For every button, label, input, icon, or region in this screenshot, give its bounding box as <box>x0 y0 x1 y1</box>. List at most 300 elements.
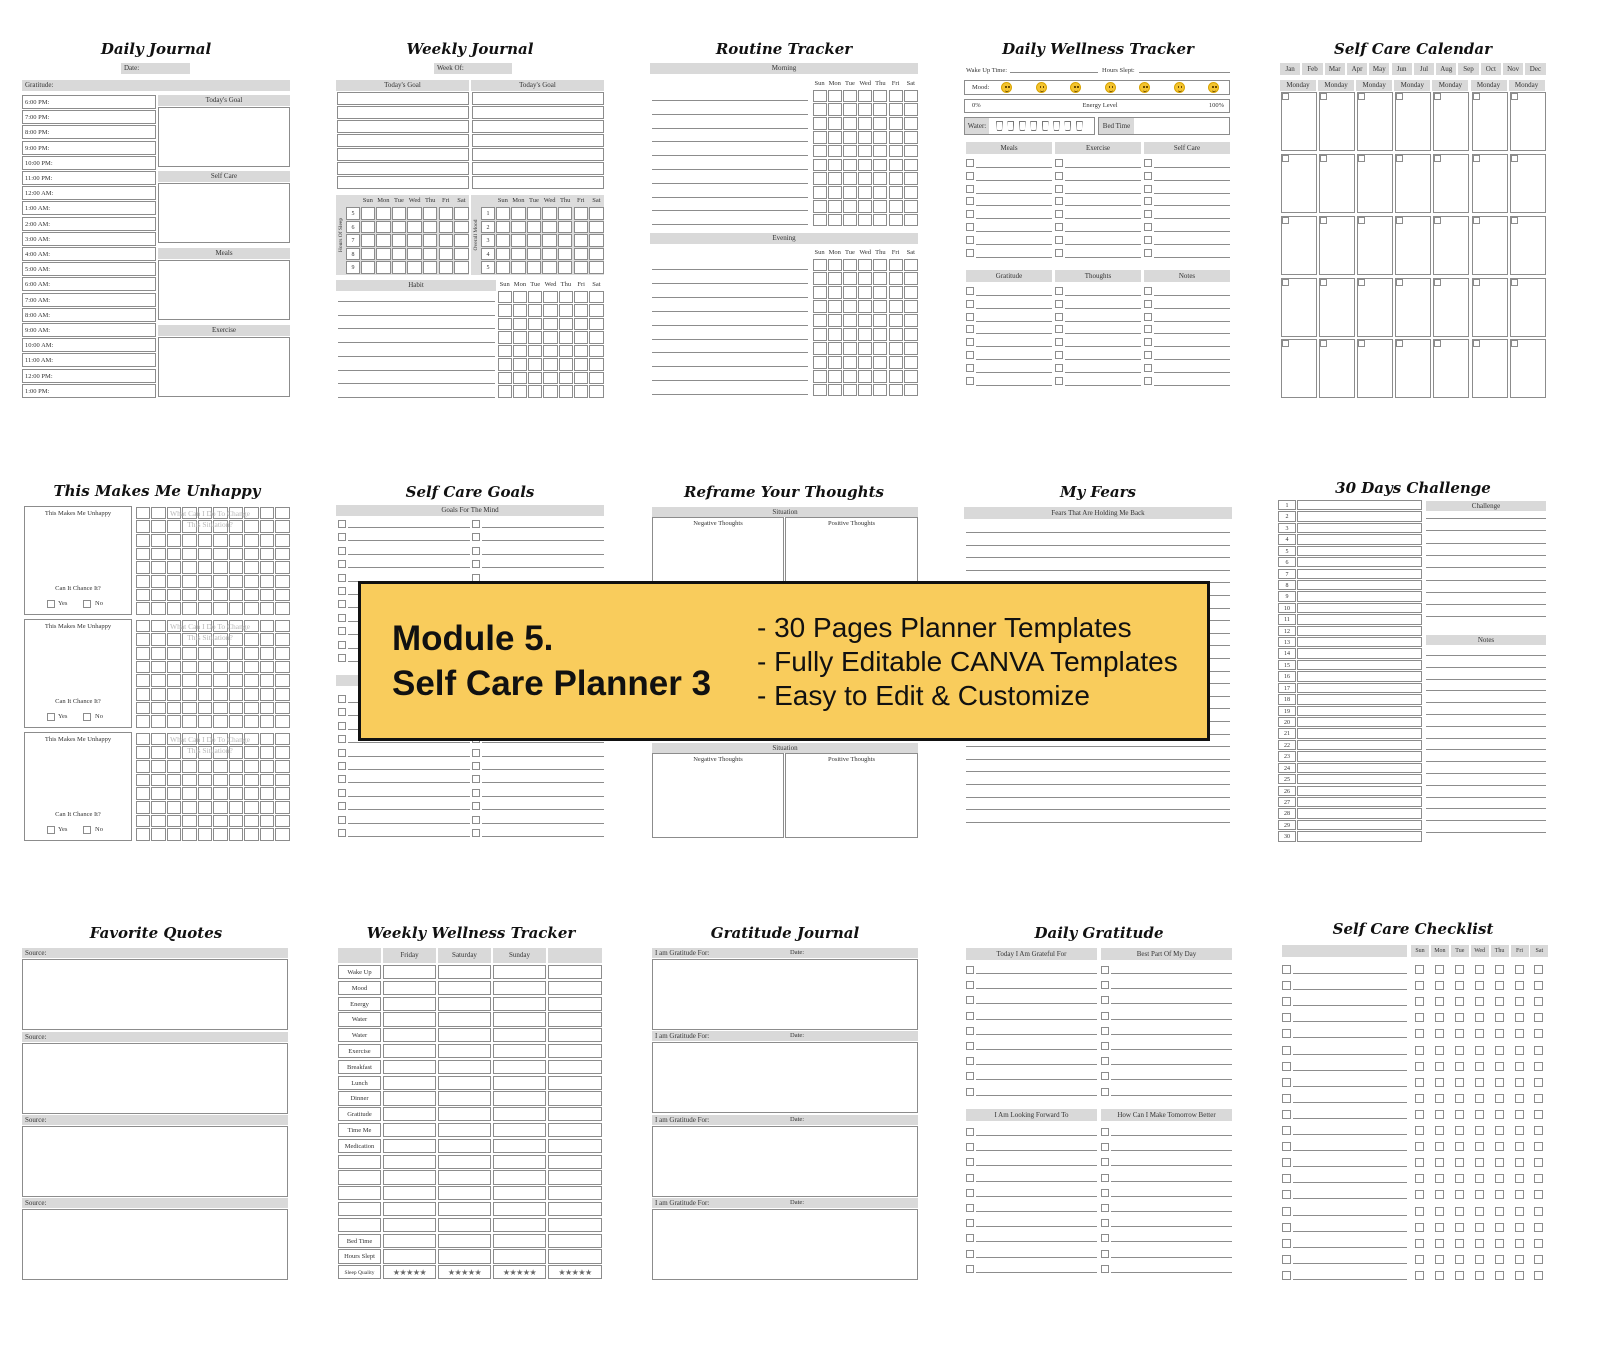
tracker-cell[interactable] <box>493 981 546 995</box>
tracker-cell[interactable] <box>493 997 546 1011</box>
checkbox[interactable] <box>1475 1078 1484 1087</box>
tracker-cell[interactable] <box>548 1218 602 1232</box>
grid-cell[interactable] <box>813 356 827 369</box>
star-rating[interactable]: ★★★★★ <box>383 1265 436 1279</box>
grid-cell[interactable] <box>828 117 842 130</box>
checkbox[interactable] <box>1475 1062 1484 1071</box>
checkbox[interactable] <box>472 749 480 757</box>
goal-line[interactable] <box>472 134 604 147</box>
grid-cell[interactable] <box>873 90 887 103</box>
grid-cell[interactable] <box>889 131 903 144</box>
grid-cell[interactable] <box>843 214 857 227</box>
write-line[interactable] <box>1426 808 1546 809</box>
write-line[interactable] <box>652 283 808 284</box>
grid-cell[interactable] <box>407 207 422 220</box>
write-line[interactable] <box>1426 749 1546 750</box>
emoji-smiling-icon[interactable] <box>1070 82 1081 93</box>
grid-cell[interactable] <box>889 259 903 272</box>
checkbox[interactable] <box>338 614 346 622</box>
grid-cell[interactable] <box>889 90 903 103</box>
challenge-line[interactable] <box>1297 523 1422 533</box>
checkbox[interactable] <box>1282 1239 1291 1248</box>
checkbox[interactable] <box>1473 279 1480 286</box>
gratitude-box[interactable] <box>652 1042 918 1113</box>
checkbox[interactable] <box>1495 981 1504 990</box>
grid-cell[interactable] <box>511 234 526 247</box>
checkbox[interactable] <box>47 600 55 608</box>
grid-cell[interactable] <box>843 131 857 144</box>
grid-cell[interactable] <box>813 384 827 397</box>
grid-cell[interactable] <box>136 647 151 660</box>
grid-cell[interactable] <box>213 688 228 701</box>
grid-cell[interactable] <box>889 159 903 172</box>
grid-cell[interactable] <box>843 286 857 299</box>
write-line[interactable] <box>976 295 1052 296</box>
checkbox[interactable] <box>1434 155 1441 162</box>
day-box[interactable] <box>1395 339 1431 398</box>
write-line[interactable] <box>1111 1079 1232 1080</box>
grid-cell[interactable] <box>229 801 244 814</box>
write-line[interactable] <box>1154 385 1230 386</box>
grid-cell[interactable] <box>904 356 918 369</box>
write-line[interactable] <box>966 771 1230 772</box>
tracker-cell[interactable] <box>438 981 491 995</box>
tracker-cell[interactable] <box>548 1091 602 1105</box>
grid-cell[interactable] <box>198 575 213 588</box>
grid-cell[interactable] <box>151 774 166 787</box>
write-line[interactable] <box>1154 231 1230 232</box>
write-line[interactable] <box>348 527 470 528</box>
grid-cell[interactable] <box>167 787 182 800</box>
unhappy-box[interactable] <box>24 619 132 728</box>
grid-cell[interactable] <box>229 828 244 841</box>
checkbox[interactable] <box>1101 1234 1109 1242</box>
write-line[interactable] <box>338 301 495 302</box>
grid-cell[interactable] <box>213 815 228 828</box>
checkbox[interactable] <box>1282 981 1291 990</box>
tracker-cell[interactable] <box>383 1249 436 1263</box>
checkbox[interactable] <box>1435 1158 1444 1167</box>
grid-cell[interactable] <box>558 261 573 274</box>
quote-box[interactable] <box>22 1209 288 1280</box>
tracker-cell[interactable] <box>383 997 436 1011</box>
day-box[interactable] <box>1319 92 1355 151</box>
write-line[interactable] <box>976 193 1052 194</box>
goal-line[interactable] <box>472 106 604 119</box>
checkbox[interactable] <box>472 829 480 837</box>
grid-cell[interactable] <box>574 358 588 371</box>
tracker-cell[interactable] <box>383 1091 436 1105</box>
checkbox[interactable] <box>1534 1207 1543 1216</box>
grid-cell[interactable] <box>229 715 244 728</box>
month-tab[interactable]: Sep <box>1458 63 1478 75</box>
grid-cell[interactable] <box>813 272 827 285</box>
grid-cell[interactable] <box>559 372 573 385</box>
water-cup-icon[interactable] <box>996 121 1003 131</box>
checkbox[interactable] <box>1101 1042 1109 1050</box>
grid-cell[interactable] <box>813 214 827 227</box>
grid-cell[interactable] <box>528 291 542 304</box>
grid-cell[interactable] <box>843 328 857 341</box>
write-line[interactable] <box>1065 359 1141 360</box>
grid-cell[interactable] <box>889 103 903 116</box>
grid-cell[interactable] <box>275 548 290 561</box>
grid-cell[interactable] <box>496 207 511 220</box>
write-line[interactable] <box>652 100 808 101</box>
day-box[interactable] <box>1395 154 1431 213</box>
grid-cell[interactable] <box>496 234 511 247</box>
write-line[interactable] <box>976 359 1052 360</box>
time-slot[interactable]: 10:00 AM: <box>22 338 156 352</box>
grid-cell[interactable] <box>889 384 903 397</box>
grid-cell[interactable] <box>229 561 244 574</box>
grid-cell[interactable] <box>843 186 857 199</box>
checkbox[interactable] <box>1534 1255 1543 1264</box>
write-line[interactable] <box>1293 989 1407 990</box>
write-line[interactable] <box>652 297 808 298</box>
write-line[interactable] <box>338 370 495 371</box>
tracker-cell[interactable] <box>493 965 546 979</box>
grid-cell[interactable] <box>167 589 182 602</box>
write-line[interactable] <box>1111 1241 1232 1242</box>
checkbox[interactable] <box>1495 1062 1504 1071</box>
write-line[interactable] <box>976 1034 1097 1035</box>
checkbox[interactable] <box>966 1128 974 1136</box>
day-box[interactable] <box>1395 216 1431 275</box>
grid-cell[interactable] <box>136 661 151 674</box>
checkbox[interactable] <box>966 981 974 989</box>
write-line[interactable] <box>1154 333 1230 334</box>
grid-cell[interactable] <box>528 358 542 371</box>
write-line[interactable] <box>1111 1034 1232 1035</box>
checkbox[interactable] <box>1415 1062 1424 1071</box>
month-tab[interactable]: Feb <box>1302 63 1322 75</box>
grid-cell[interactable] <box>889 328 903 341</box>
challenge-line[interactable] <box>1297 569 1422 579</box>
grid-cell[interactable] <box>198 602 213 615</box>
grid-cell[interactable] <box>167 575 182 588</box>
write-line[interactable] <box>338 315 495 316</box>
grid-cell[interactable] <box>167 774 182 787</box>
checkbox[interactable] <box>338 574 346 582</box>
grid-cell[interactable] <box>813 342 827 355</box>
grid-cell[interactable] <box>498 345 512 358</box>
day-box[interactable] <box>1472 154 1508 213</box>
write-line[interactable] <box>652 325 808 326</box>
day-box[interactable] <box>1433 216 1469 275</box>
write-line[interactable] <box>1426 530 1546 531</box>
grid-cell[interactable] <box>167 647 182 660</box>
challenge-line[interactable] <box>1297 614 1422 624</box>
checkbox[interactable] <box>1515 1223 1524 1232</box>
checkbox[interactable] <box>1282 1207 1291 1216</box>
checkbox[interactable] <box>966 364 974 372</box>
checkbox[interactable] <box>966 1265 974 1273</box>
write-line[interactable] <box>1111 1064 1232 1065</box>
write-line[interactable] <box>976 205 1052 206</box>
grid-cell[interactable] <box>376 234 391 247</box>
checkbox[interactable] <box>1511 279 1518 286</box>
day-box[interactable] <box>1510 92 1546 151</box>
grid-cell[interactable] <box>889 214 903 227</box>
grid-cell[interactable] <box>828 259 842 272</box>
grid-cell[interactable] <box>574 331 588 344</box>
challenge-line[interactable] <box>1297 671 1422 681</box>
checkbox[interactable] <box>1455 1078 1464 1087</box>
checkbox[interactable] <box>1282 1158 1291 1167</box>
write-line[interactable] <box>976 1019 1097 1020</box>
grid-cell[interactable] <box>889 117 903 130</box>
grid-cell[interactable] <box>873 342 887 355</box>
grid-cell[interactable] <box>828 131 842 144</box>
checkbox[interactable] <box>1455 1062 1464 1071</box>
tracker-cell[interactable] <box>438 1012 491 1026</box>
write-line[interactable] <box>1111 1181 1232 1182</box>
checkbox[interactable] <box>966 300 974 308</box>
checkbox[interactable] <box>1282 93 1289 100</box>
grid-cell[interactable] <box>858 131 872 144</box>
day-box[interactable] <box>1357 216 1393 275</box>
write-line[interactable] <box>348 554 470 555</box>
checkbox[interactable] <box>472 520 480 528</box>
checkbox[interactable] <box>1455 1110 1464 1119</box>
checkbox[interactable] <box>1534 997 1543 1006</box>
grid-cell[interactable] <box>423 221 438 234</box>
checkbox[interactable] <box>966 966 974 974</box>
grid-cell[interactable] <box>392 207 407 220</box>
tracker-cell[interactable] <box>383 1155 436 1169</box>
write-line[interactable] <box>1010 72 1098 73</box>
checkbox[interactable] <box>1515 1190 1524 1199</box>
month-tab[interactable]: May <box>1369 63 1389 75</box>
grid-cell[interactable] <box>423 207 438 220</box>
emoji-laughing-icon[interactable] <box>1001 82 1012 93</box>
checkbox[interactable] <box>1101 966 1109 974</box>
grid-cell[interactable] <box>873 131 887 144</box>
write-line[interactable] <box>338 356 495 357</box>
write-line[interactable] <box>966 532 1230 533</box>
grid-cell[interactable] <box>589 291 603 304</box>
checkbox[interactable] <box>338 641 346 649</box>
grid-cell[interactable] <box>454 207 469 220</box>
checkbox[interactable] <box>966 210 974 218</box>
grid-cell[interactable] <box>527 234 542 247</box>
write-line[interactable] <box>1139 72 1230 73</box>
grid-cell[interactable] <box>167 688 182 701</box>
grid-cell[interactable] <box>589 221 604 234</box>
time-slot[interactable]: 9:00 PM: <box>22 141 156 155</box>
checkbox[interactable] <box>1415 965 1424 974</box>
grid-cell[interactable] <box>574 234 589 247</box>
checkbox[interactable] <box>1475 1207 1484 1216</box>
grid-cell[interactable] <box>828 159 842 172</box>
grid-cell[interactable] <box>182 548 197 561</box>
checkbox[interactable] <box>1055 197 1063 205</box>
grid-cell[interactable] <box>151 602 166 615</box>
write-line[interactable] <box>652 114 808 115</box>
checkbox[interactable] <box>1511 217 1518 224</box>
grid-cell[interactable] <box>589 304 603 317</box>
write-line[interactable] <box>348 540 470 541</box>
checkbox[interactable] <box>1435 1190 1444 1199</box>
write-line[interactable] <box>1111 1003 1232 1004</box>
grid-cell[interactable] <box>136 602 151 615</box>
write-line[interactable] <box>966 545 1230 546</box>
challenge-line[interactable] <box>1297 603 1422 613</box>
grid-cell[interactable] <box>454 234 469 247</box>
tracker-cell[interactable] <box>493 1249 546 1263</box>
write-line[interactable] <box>1154 218 1230 219</box>
checkbox[interactable] <box>1144 249 1152 257</box>
grid-cell[interactable] <box>543 345 557 358</box>
challenge-line[interactable] <box>1297 763 1422 773</box>
grid-cell[interactable] <box>229 647 244 660</box>
grid-cell[interactable] <box>151 575 166 588</box>
write-line[interactable] <box>1065 321 1141 322</box>
write-line[interactable] <box>482 540 604 541</box>
checkbox[interactable] <box>1415 1190 1424 1199</box>
challenge-line[interactable] <box>1297 820 1422 830</box>
day-box[interactable] <box>1281 278 1317 337</box>
grid-cell[interactable] <box>439 207 454 220</box>
grid-cell[interactable] <box>198 647 213 660</box>
checkbox[interactable] <box>1101 1143 1109 1151</box>
grid-cell[interactable] <box>511 261 526 274</box>
grid-cell[interactable] <box>182 787 197 800</box>
tracker-cell[interactable] <box>548 965 602 979</box>
grid-cell[interactable] <box>873 200 887 213</box>
grid-cell[interactable] <box>574 291 588 304</box>
goal-line[interactable] <box>337 120 469 133</box>
grid-cell[interactable] <box>889 272 903 285</box>
grid-cell[interactable] <box>229 702 244 715</box>
grid-cell[interactable] <box>873 272 887 285</box>
checkbox[interactable] <box>338 587 346 595</box>
checkbox[interactable] <box>1358 93 1365 100</box>
write-line[interactable] <box>1426 820 1546 821</box>
checkbox[interactable] <box>966 197 974 205</box>
challenge-line[interactable] <box>1297 683 1422 693</box>
write-line[interactable] <box>652 366 808 367</box>
star-rating[interactable]: ★★★★★ <box>493 1265 546 1279</box>
grid-cell[interactable] <box>496 261 511 274</box>
checkbox[interactable] <box>1435 1110 1444 1119</box>
checkbox[interactable] <box>1320 279 1327 286</box>
checkbox[interactable] <box>1455 1013 1464 1022</box>
grid-cell[interactable] <box>542 221 557 234</box>
checkbox[interactable] <box>1415 1271 1424 1280</box>
tracker-cell[interactable] <box>548 1076 602 1090</box>
write-line[interactable] <box>348 836 470 837</box>
grid-cell[interactable] <box>513 331 527 344</box>
checkbox[interactable] <box>1534 1158 1543 1167</box>
quote-box[interactable] <box>22 1126 288 1197</box>
grid-cell[interactable] <box>813 286 827 299</box>
time-slot[interactable]: 1:00 PM: <box>22 384 156 398</box>
tracker-cell[interactable] <box>438 1234 491 1248</box>
write-line[interactable] <box>1111 1272 1232 1273</box>
grid-cell[interactable] <box>858 370 872 383</box>
checkbox[interactable] <box>338 775 346 783</box>
checkbox[interactable] <box>1282 965 1291 974</box>
write-line[interactable] <box>976 1079 1097 1080</box>
checkbox[interactable] <box>1511 93 1518 100</box>
checkbox[interactable] <box>1475 1029 1484 1038</box>
grid-cell[interactable] <box>275 534 290 547</box>
grid-cell[interactable] <box>858 259 872 272</box>
grid-cell[interactable] <box>275 774 290 787</box>
grid-cell[interactable] <box>182 674 197 687</box>
grid-cell[interactable] <box>275 575 290 588</box>
write-line[interactable] <box>976 1064 1097 1065</box>
goal-line[interactable] <box>337 106 469 119</box>
checkbox[interactable] <box>338 695 346 703</box>
checkbox[interactable] <box>1358 217 1365 224</box>
tracker-cell[interactable] <box>383 1202 436 1216</box>
grid-cell[interactable] <box>889 300 903 313</box>
write-line[interactable] <box>482 554 604 555</box>
grid-cell[interactable] <box>574 261 589 274</box>
checkbox[interactable] <box>966 1088 974 1096</box>
grid-cell[interactable] <box>275 647 290 660</box>
tracker-cell[interactable] <box>493 1186 546 1200</box>
write-line[interactable] <box>1293 1247 1407 1248</box>
grid-cell[interactable] <box>229 774 244 787</box>
checkbox[interactable] <box>1055 249 1063 257</box>
write-line[interactable] <box>348 769 470 770</box>
grid-cell[interactable] <box>260 715 275 728</box>
checkbox[interactable] <box>1144 287 1152 295</box>
checkbox[interactable] <box>1515 1271 1524 1280</box>
tracker-cell[interactable] <box>438 1155 491 1169</box>
day-box[interactable] <box>1281 216 1317 275</box>
checkbox[interactable] <box>1282 1094 1291 1103</box>
tracker-cell[interactable] <box>548 997 602 1011</box>
checkbox[interactable] <box>1396 340 1403 347</box>
grid-cell[interactable] <box>244 602 259 615</box>
tracker-cell[interactable] <box>548 1060 602 1074</box>
checkbox[interactable] <box>1282 1174 1291 1183</box>
grid-cell[interactable] <box>558 234 573 247</box>
checkbox[interactable] <box>1534 1174 1543 1183</box>
write-line[interactable] <box>652 141 808 142</box>
grid-cell[interactable] <box>151 688 166 701</box>
tracker-cell[interactable] <box>438 1170 491 1184</box>
time-slot[interactable]: 7:00 PM: <box>22 110 156 124</box>
checkbox[interactable] <box>966 1158 974 1166</box>
checkbox[interactable] <box>1455 1174 1464 1183</box>
grid-cell[interactable] <box>182 589 197 602</box>
grid-cell[interactable] <box>813 145 827 158</box>
grid-cell[interactable] <box>198 589 213 602</box>
tracker-cell[interactable] <box>438 1186 491 1200</box>
write-box[interactable] <box>158 337 290 397</box>
grid-cell[interactable] <box>244 702 259 715</box>
write-line[interactable] <box>976 167 1052 168</box>
time-slot[interactable]: 11:00 PM: <box>22 171 156 185</box>
time-slot[interactable]: 6:00 PM: <box>22 95 156 109</box>
grid-cell[interactable] <box>198 760 213 773</box>
write-line[interactable] <box>338 342 495 343</box>
day-box[interactable] <box>1472 339 1508 398</box>
write-line[interactable] <box>338 397 495 398</box>
day-box[interactable] <box>1433 339 1469 398</box>
grid-cell[interactable] <box>229 787 244 800</box>
grid-cell[interactable] <box>167 674 182 687</box>
grid-cell[interactable] <box>229 548 244 561</box>
checkbox[interactable] <box>1435 1142 1444 1151</box>
checkbox[interactable] <box>1055 377 1063 385</box>
